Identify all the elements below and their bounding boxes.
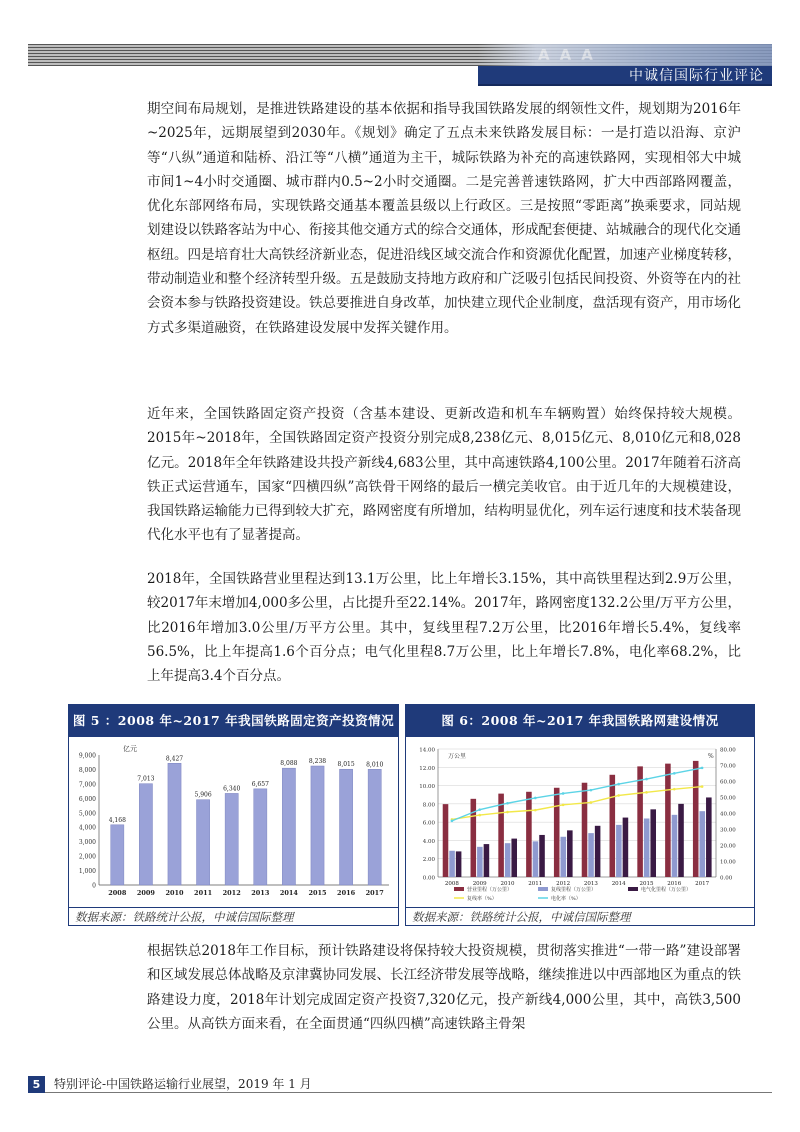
bar xyxy=(554,788,560,877)
x-tick-label: 2011 xyxy=(194,889,213,897)
bar-value-label: 5,906 xyxy=(194,791,212,799)
figure-5 xyxy=(68,704,399,926)
x-tick-label: 2012 xyxy=(222,889,241,897)
bar xyxy=(254,789,267,885)
y-tick-label: 2,000 xyxy=(78,853,96,861)
bar xyxy=(168,763,181,885)
legend-label: 复线里程（万公里） xyxy=(551,887,597,893)
header-title: 中诚信国际行业评论 xyxy=(629,68,764,84)
legend-swatch xyxy=(628,887,638,891)
line-point xyxy=(673,772,676,775)
bar-value-label: 8,010 xyxy=(366,761,384,769)
line-point xyxy=(617,794,620,797)
x-tick-label: 2011 xyxy=(528,881,543,887)
y-right-tick-label: 60.00 xyxy=(720,779,736,786)
line-point xyxy=(534,797,537,800)
x-tick-label: 2008 xyxy=(108,889,127,897)
bar xyxy=(498,794,504,877)
page-number: 5 xyxy=(28,1076,45,1093)
y-left-tick-label: 8.00 xyxy=(422,802,435,809)
bar xyxy=(340,769,353,885)
paragraph-2: 近年来，全国铁路固定资产投资（含基本建设、更新改造和机车车辆购置）始终保持较大规模。2015年~2018年，全国铁路固定资产投资分别完成8,238亿元、8,015亿元、8,010亿元和8,028亿元。2018年全年铁路建设共投产新线4,683公里，其中高速铁路4,100公里。2017年随着石济高铁正式运营通车，国家“四横四纵”高铁骨干网络的最后一横完美收官。由于近几年的大规模建设，我国铁路运输能力已得到较大扩充，路网密度有所增加，结构明显优化，列车运行速度和技术装备现代化水平也有了显著提高。 xyxy=(147,406,741,544)
bar xyxy=(637,766,643,877)
paragraph-1: 期空间布局规划，是推进铁路建设的基本依据和指导我国铁路发展的纲领性文件，规划期为2016年~2025年，远期展望到2030年。《规划》确定了五点未来铁路发展目标：一是打造以沿海、京沪等“八纵”通道和陆桥、沿江等“八横”通道为主干，城际铁路为补充的高速铁路网，实现相邻大中城市间1~4小时交通圈、城市群内0.5~2小时交通圈。二是完善普速铁路网，扩大中西部路网覆盖，优化东部网络布局，实现铁路交通基本覆盖县级以上行政区。三是按照“零距离”换乘要求，同站规划建设以铁路客站为中心、衔接其他交通方式的综合交通体，形成配套便捷、站城融合的现代化交通枢纽。四是培育壮大高铁经济新业态，促进沿线区域交流合作和资源优化配置，加速产业梯度转移，带动制造业和整个经济转型升级。五是鼓励支持地方政府和广泛吸引包括民间投资、外资等在内的社会资本参与铁路投资建设。铁总要推进自身改革，加快建立现代企业制度，盘活现有资产，用市场化方式多渠道融资，在铁路建设发展中发挥关键作用。 xyxy=(147,101,741,336)
bar-value-label: 7,013 xyxy=(137,775,155,783)
y-right-unit: % xyxy=(708,753,714,760)
bar-value-label: 8,015 xyxy=(337,761,355,769)
y-axis-unit: 亿元 xyxy=(123,745,137,753)
y-tick-label: 6,000 xyxy=(78,795,96,803)
legend-label: 复线率（%） xyxy=(467,896,497,902)
y-right-tick-label: 50.00 xyxy=(720,795,736,802)
bar xyxy=(225,793,238,885)
y-right-tick-label: 0.00 xyxy=(720,875,733,882)
y-tick-label: 5,000 xyxy=(78,810,96,818)
bar xyxy=(644,818,650,877)
bar-value-label: 4,168 xyxy=(108,816,126,824)
bar xyxy=(539,835,545,877)
bar xyxy=(311,766,324,885)
bar xyxy=(456,851,462,877)
y-tick-label: 8,000 xyxy=(78,766,96,774)
line-point xyxy=(506,802,509,805)
bar xyxy=(449,851,455,877)
figure-5-source: 数据来源：铁路统计公报，中诚信国际整理 xyxy=(69,907,398,925)
bar xyxy=(582,783,588,877)
line-point xyxy=(562,792,565,795)
x-tick-label: 2016 xyxy=(337,889,356,897)
x-tick-label: 2017 xyxy=(695,881,710,887)
y-tick-label: 1,000 xyxy=(78,868,96,876)
x-tick-label: 2009 xyxy=(472,881,487,887)
header-title-bar xyxy=(478,66,772,86)
line-point xyxy=(617,783,620,786)
bar-value-label: 8,088 xyxy=(280,760,298,768)
series-line xyxy=(452,768,702,821)
footer-text: 特别评论-中国铁路运输行业展望，2019 年 1 月 xyxy=(54,1077,312,1091)
y-tick-label: 0 xyxy=(92,882,96,890)
bar xyxy=(616,825,622,877)
figure-6 xyxy=(405,704,755,926)
bar xyxy=(477,847,483,877)
bar-value-label: 8,427 xyxy=(165,755,184,763)
bar xyxy=(197,800,210,885)
figure-6-title: 图 6：2008 年~2017 年我国铁路网建设情况 xyxy=(406,705,754,737)
bar xyxy=(623,818,629,877)
bar xyxy=(560,837,566,877)
line-point xyxy=(590,789,593,792)
x-tick-label: 2016 xyxy=(667,881,682,887)
x-tick-label: 2013 xyxy=(583,881,598,887)
figure-6-source: 数据来源：铁路统计公报，中诚信国际整理 xyxy=(406,907,754,925)
y-left-tick-label: 0.00 xyxy=(422,875,435,882)
paragraph-3: 2018年，全国铁路营业里程达到13.1万公里，比上年增长3.15%，其中高铁里程达到2.9万公里，较2017年末增加4,000多公里，占比提升至22.14%。2017年，路网密度132.2公里/万平方公里，比2016年增加3.0公里/万平方公里。其中，复线里程7.2万公里，比2016年增长5.4%，复线率56.5%，比上年提高1.6个百分点；电气化里程8.7万公里，比上年增长7.8%，电化率68.2%，比上年提高3.4个百分点。 xyxy=(147,571,741,685)
bar xyxy=(526,792,532,877)
paragraph-4: 根据铁总2018年工作目标，预计铁路建设将保持较大投资规模，贯彻落实推进“一带一路”建设部署和区域发展总体战略及京津冀协同发展、长江经济带发展等战略，继续推进以中西部地区为重点的铁路建设力度，2018年计划完成固定资产投资7,320亿元，投产新线4,000公里，其中，高铁3,500公里。从高铁方面来看，在全面贯通“四纵四横”高速铁路主骨架 xyxy=(147,943,741,1032)
bar xyxy=(443,804,449,877)
bar xyxy=(650,809,656,877)
y-right-tick-label: 40.00 xyxy=(720,811,736,818)
y-left-tick-label: 10.00 xyxy=(419,784,435,791)
bar-value-label: 6,340 xyxy=(223,785,241,793)
legend-swatch xyxy=(538,887,548,891)
y-left-tick-label: 6.00 xyxy=(422,820,435,827)
line-point xyxy=(478,808,481,811)
line-point xyxy=(645,778,648,781)
legend-label: 营业里程（万公里） xyxy=(467,887,513,893)
figure-6-chart xyxy=(406,737,754,907)
bar xyxy=(511,839,517,877)
x-tick-label: 2017 xyxy=(365,889,384,897)
bar xyxy=(706,797,712,877)
y-right-tick-label: 70.00 xyxy=(720,763,736,770)
page-footer xyxy=(28,1076,772,1093)
line-point xyxy=(534,809,537,812)
bar-value-label: 8,238 xyxy=(308,758,327,766)
line-point xyxy=(673,788,676,791)
header-art-letters: AAA xyxy=(538,46,603,64)
x-tick-label: 2014 xyxy=(279,889,298,897)
y-right-tick-label: 80.00 xyxy=(720,747,736,754)
bar xyxy=(505,843,511,877)
bar xyxy=(139,784,152,885)
y-tick-label: 4,000 xyxy=(78,824,96,832)
x-tick-label: 2010 xyxy=(165,889,184,897)
y-left-unit: 万公里 xyxy=(448,753,467,760)
bar xyxy=(665,764,671,877)
x-tick-label: 2013 xyxy=(251,889,270,897)
header-decorative-art xyxy=(478,44,772,66)
bar xyxy=(368,769,381,885)
x-tick-label: 2008 xyxy=(444,881,459,887)
bar xyxy=(588,833,594,877)
line-point xyxy=(701,767,704,770)
figure-5-title: 图 5 ：2008 年~2017 年我国铁路固定资产投资情况 xyxy=(69,705,398,737)
bar xyxy=(678,804,684,877)
bar xyxy=(610,775,616,877)
x-tick-label: 2015 xyxy=(308,889,327,897)
y-tick-label: 9,000 xyxy=(78,752,96,760)
y-tick-label: 7,000 xyxy=(78,781,96,789)
x-tick-label: 2009 xyxy=(136,889,155,897)
x-tick-label: 2010 xyxy=(500,881,515,887)
line-point xyxy=(701,785,704,788)
x-tick-label: 2015 xyxy=(639,881,654,887)
legend-label: 电化率（%） xyxy=(551,896,581,902)
legend-swatch xyxy=(454,887,464,891)
line-point xyxy=(562,804,565,807)
figure-5-chart xyxy=(69,737,398,907)
bar xyxy=(595,826,601,877)
x-tick-label: 2014 xyxy=(611,881,626,887)
y-left-tick-label: 14.00 xyxy=(419,747,435,754)
bar xyxy=(282,768,295,885)
line-point xyxy=(645,791,648,794)
bar xyxy=(693,761,699,877)
y-tick-label: 3,000 xyxy=(78,839,96,847)
y-left-tick-label: 2.00 xyxy=(422,857,435,864)
y-right-tick-label: 10.00 xyxy=(720,859,736,866)
legend-label: 电气化里程（万公里） xyxy=(641,887,692,893)
x-tick-label: 2012 xyxy=(556,881,571,887)
bar xyxy=(672,815,678,877)
bar xyxy=(699,811,705,877)
bar xyxy=(567,830,573,877)
y-left-tick-label: 12.00 xyxy=(419,765,435,772)
bar xyxy=(484,844,490,877)
y-left-tick-label: 4.00 xyxy=(422,838,435,845)
line-point xyxy=(590,801,593,804)
line-point xyxy=(478,814,481,817)
y-right-tick-label: 20.00 xyxy=(720,843,736,850)
y-right-tick-label: 30.00 xyxy=(720,827,736,834)
bar xyxy=(471,799,477,877)
bar xyxy=(533,841,539,877)
line-point xyxy=(451,820,454,823)
bar-value-label: 6,657 xyxy=(251,780,269,788)
line-point xyxy=(506,811,509,814)
bar xyxy=(111,825,124,885)
